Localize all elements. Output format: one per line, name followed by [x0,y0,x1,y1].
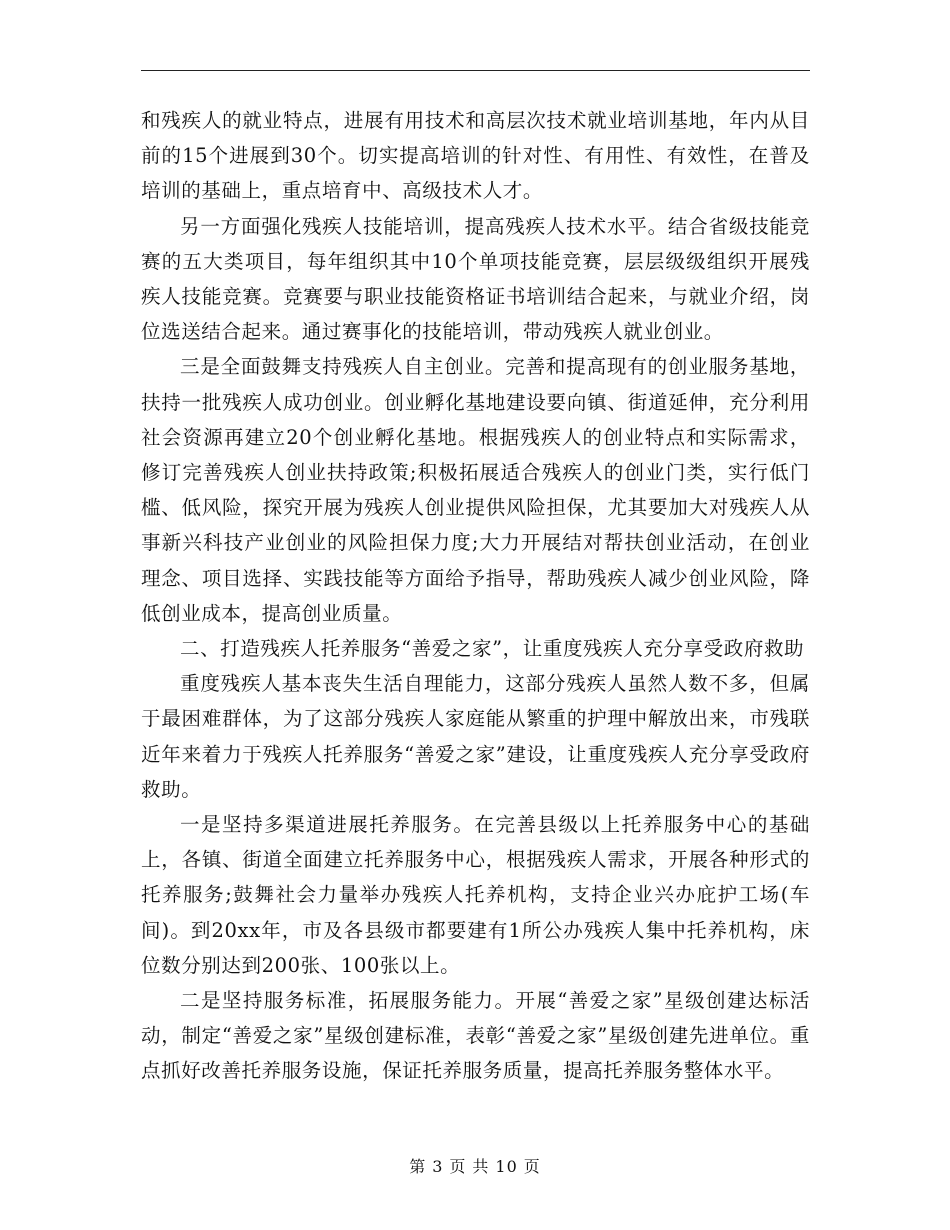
document-body [141,103,810,1089]
footer-page-unit: 页 [449,1157,467,1176]
footer-page-number: 3 [432,1157,444,1176]
paragraph-entrepreneurship: 三是全面鼓舞支持残疾人自主创业。完善和提高现有的创业服务基地，扶持一批残疾人成功创业。创业孵化基地建设要向镇、街道延伸，充分利用社会资源再建立20个创业孵化基地。根据残疾人的创业特点和实际需求，修订完善残疾人创业扶持政策;积极拓展适合残疾人的创业门类，实行低门槛、低风险，探究开展为残疾人创业提供风险担保，尤其要加大对残疾人从事新兴科技产业创业的风险担保力度;大力开展结对帮扶创业活动，在创业理念、项目选择、实践技能等方面给予指导，帮助残疾人减少创业风险，降低创业成本，提高创业质量。 [141,355,810,625]
paragraph-severe-disability: 重度残疾人基本丧失生活自理能力，这部分残疾人虽然人数不多，但属于最困难群体，为了这部分残疾人家庭能从繁重的护理中解放出来，市残联近年来着力于残疾人托养服务“善爱之家”建设，让重度残疾人充分享受政府救助。 [141,672,810,801]
footer-total-pages: 10 [495,1157,518,1176]
paragraph-skills-training: 另一方面强化残疾人技能培训，提高残疾人技术水平。结合省级技能竞赛的五大类项目，每年组织其中10个单项技能竞赛，层层级级组织开展残疾人技能竞赛。竞赛要与职业技能资格证书培训结合起来，与就业介绍，岗位选送结合起来。通过赛事化的技能培训，带动残疾人就业创业。 [141,214,810,344]
section-heading: 二、打造残疾人托养服务“善爱之家”，让重度残疾人充分享受政府救助 [180,637,805,661]
header-rule [141,70,810,71]
paragraph-continuation: 和残疾人的就业特点，进展有用技术和高层次技术就业培训基地，年内从目前的15个进展到30个。切实提高培训的针对性、有用性、有效性，在普及培训的基础上，重点培育中、高级技术人才。 [141,109,810,203]
paragraph-multi-channel: 一是坚持多渠道进展托养服务。在完善县级以上托养服务中心的基础上，各镇、街道全面建立托养服务中心，根据残疾人需求，开展各种形式的托养服务;鼓舞社会力量举办残疾人托养机构，支持企业兴办庇护工场(车间)。到20xx年，市及各县级市都要建有1所公办残疾人集中托养机构，床位数分别达到200张、100张以上。 [141,813,810,977]
footer-page-label: 第 [409,1157,427,1176]
footer-total-label: 共 [472,1157,490,1176]
footer-total-unit: 页 [523,1157,541,1176]
page-footer [0,1154,950,1177]
paragraph-service-standards: 二是坚持服务标准，拓展服务能力。开展“善爱之家”星级创建达标活动，制定“善爱之家”星级创建标准，表彰“善爱之家”星级创建先进单位。重点抓好改善托养服务设施，保证托养服务质量，提高托养服务整体水平。 [141,989,810,1083]
